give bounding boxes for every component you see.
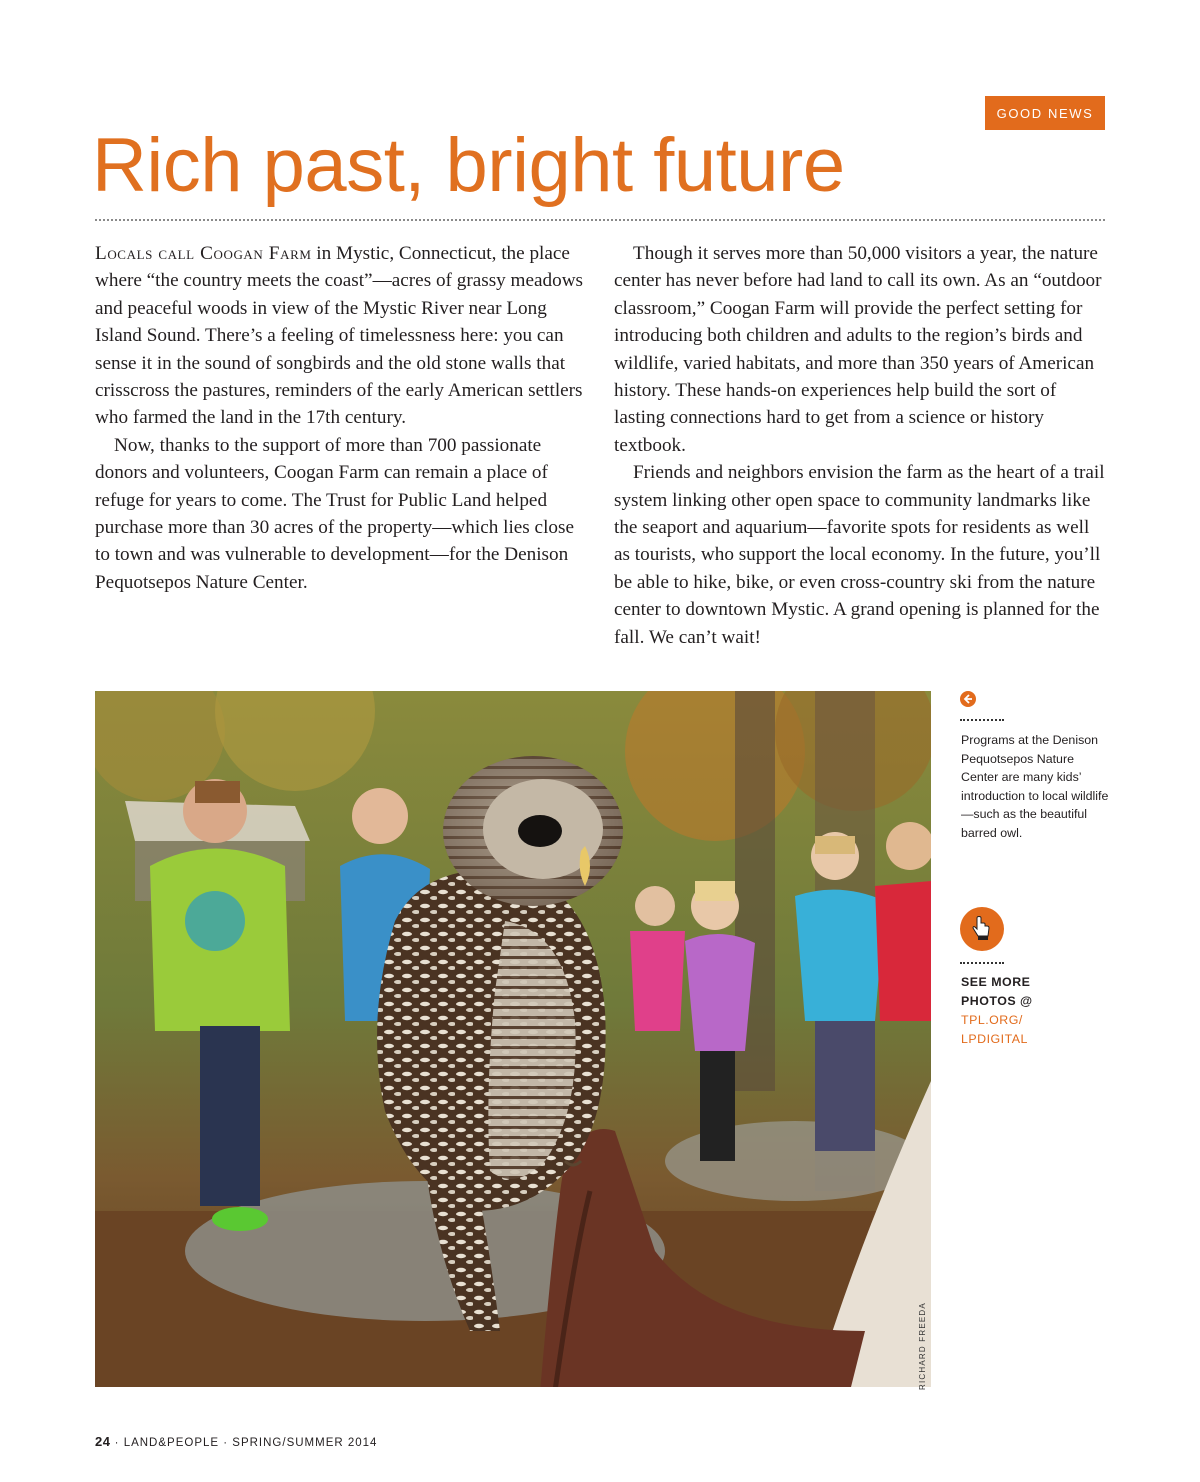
article-column-1 (95, 240, 590, 596)
see-more-text: SEE MORE (961, 975, 1031, 989)
pointing-hand-icon (960, 907, 1004, 951)
paragraph-text: in Mystic, Connecticut, the place where “the country meets the coast”—acres of grassy meadows and peaceful woods in view of the Mystic River near Long Island Sound. There’s a feeling of timelessness here: you can sense it in the sound of songbirds and the old stone walls that crisscross the pastures, reminders of the early American settlers who farmed the land in the 17th century. (95, 243, 584, 429)
see-more-link[interactable] (961, 973, 1081, 1049)
arrow-left-icon (960, 691, 976, 707)
page-number: 24 (95, 1434, 111, 1449)
article-paragraph (95, 240, 590, 432)
lead-in-smallcaps: Locals call Coogan Farm (95, 243, 312, 264)
section-tag: GOOD NEWS (985, 96, 1105, 130)
publication-info: · LAND&PEOPLE · SPRING/SUMMER 2014 (110, 1437, 378, 1449)
photo-caption: Programs at the Denison Pequotsepos Nature Center are many kids’ introduction to local wildlife—such as the beautiful barred owl. (961, 733, 1109, 840)
see-more-text: PHOTOS @ (961, 994, 1033, 1008)
headline: Rich past, bright future (92, 123, 845, 208)
photo-credit: RICHARD FREEDA (918, 1302, 927, 1390)
dotted-divider (95, 219, 1105, 221)
article-paragraph: Friends and neighbors envision the farm as the heart of a trail system linking other open space to community landmarks like the seaport and aquarium—favorite spots for residents as well as tourists, who support the local economy. In the future, you’ll be able to hike, bike, or even cross-country ski from the nature center to downtown Mystic. A grand opening is planned for the fall. We can’t wait! (614, 462, 1105, 648)
link-divider (960, 962, 1004, 964)
page-folio (95, 1434, 377, 1449)
link-url[interactable]: TPL.ORG/ (961, 1013, 1023, 1027)
caption-divider (960, 719, 1004, 721)
link-url[interactable]: LPDIGITAL (961, 1032, 1028, 1046)
barred-owl-photo (95, 691, 931, 1387)
article-paragraph: Though it serves more than 50,000 visitors a year, the nature center has never before had land to call its own. As an “outdoor classroom,” Coogan Farm will provide the perfect setting for introducing both children and adults to the region’s birds and wildlife, varied habitats, and more than 350 years of American history. These hands-on experiences help build the sort of lasting connections hard to get from a science or history textbook. (614, 243, 1102, 456)
article-paragraph: Now, thanks to the support of more than 700 passionate donors and volunteers, Coogan Farm can remain a place of refuge for years to come. The Trust for Public Land helped purchase more than 30 acres of the property—which lies close to town and was vulnerable to development—for the Denison Pequotsepos Nature Center. (95, 434, 574, 593)
article-column-2 (614, 240, 1109, 651)
